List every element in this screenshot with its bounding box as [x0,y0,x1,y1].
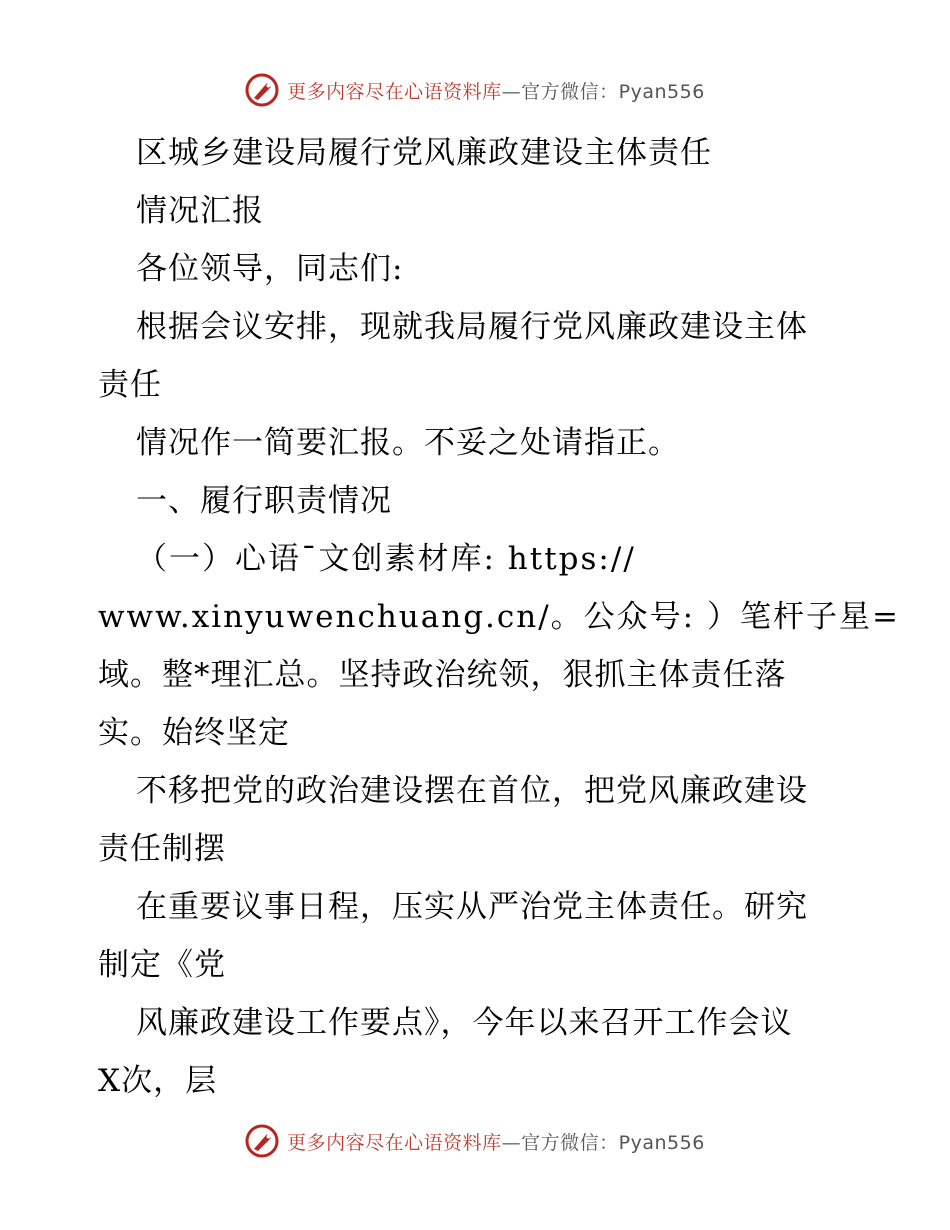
section-heading: 一、履行职责情况 [136,483,392,519]
paragraph-line: X次，层 [98,1063,218,1099]
watermark-contact: 官方微信：Pyan556 [521,80,705,103]
paragraph-line: 在重要议事日程，压实从严治党主体责任。研究 [136,889,808,925]
paragraph-line: 根据会议安排，现就我局履行党风廉政建设主体 [136,309,808,345]
watermark-main: 更多内容尽在心语资料库 [287,80,502,103]
document-title-line-2: 情况汇报 [136,193,264,229]
watermark-text [287,1128,705,1155]
paragraph-line: 风廉政建设工作要点》，今年以来召开工作会议 [136,1005,793,1041]
salutation: 各位领导，同志们: [136,251,404,287]
document-body [98,124,900,1110]
watermark-main: 更多内容尽在心语资料库 [287,1131,502,1154]
paragraph-line: 实。始终坚定 [98,715,290,751]
watermark-separator: — [501,80,522,103]
subsection-heading: （一）心语¯文创素材库: https:// [136,541,636,577]
paragraph-line: www.xinyuwenchuang.cn/。公众号: ）笔杆子星= [98,599,900,635]
red-fountain-pen-logo-icon [245,73,279,107]
paragraph-line: 责任 [98,367,162,403]
footer-watermark [0,1121,950,1161]
watermark-text [287,77,705,104]
watermark-contact: 官方微信：Pyan556 [521,1131,705,1154]
paragraph-line: 域。整*理汇总。坚持政治统领，狠抓主体责任落 [98,657,787,693]
paragraph-line: 责任制摆 [98,831,226,867]
watermark-separator: — [501,1131,522,1154]
red-fountain-pen-logo-icon [245,1124,279,1158]
paragraph-line: 情况作一简要汇报。不妥之处请指正。 [136,425,680,461]
document-title-line-1: 区城乡建设局履行党风廉政建设主体责任 [136,135,712,171]
header-watermark [0,70,950,110]
paragraph-line: 不移把党的政治建设摆在首位，把党风廉政建设 [136,773,808,809]
paragraph-line: 制定《党 [98,947,226,983]
